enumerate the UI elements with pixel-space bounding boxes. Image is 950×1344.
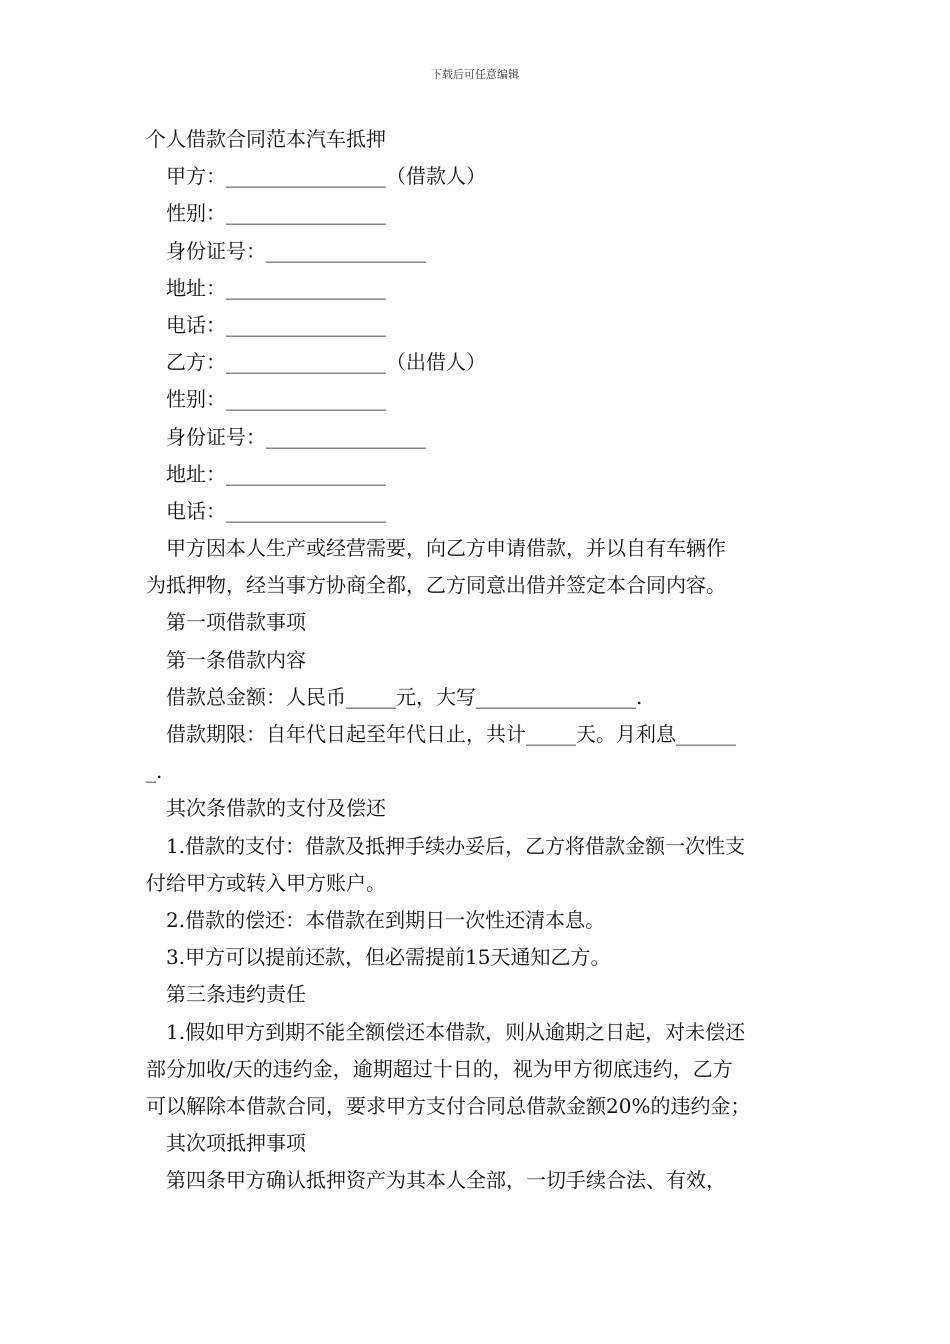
text-line: 第一条借款内容 [166,647,306,672]
document-title: 个人借款合同范本汽车抵押 [146,127,386,151]
text-line: 乙方：________________（出借人） [166,350,486,375]
text-line: 身份证号：________________ [166,424,426,449]
text-line: 付给甲方或转入甲方账户。 [146,870,386,895]
text-line: 借款总金额：人民币_____元，大写________________. [166,684,643,709]
text-line: _. [146,759,163,784]
text-line: 第四条甲方确认抵押资产为其本人全部，一切手续合法、有效， [166,1168,726,1193]
text-line: 性别：________________ [166,387,386,412]
document-body [146,121,810,1199]
text-line: 为抵押物，经当事方协商全都，乙方同意出借并签定本合同内容。 [146,573,726,598]
text-line: 电话：________________ [166,312,386,337]
text-line: 甲方：________________（借款人） [166,164,486,189]
text-line: 电话：________________ [166,498,386,523]
text-line: 地址：________________ [166,275,386,300]
text-line: 其次条借款的支付及偿还 [166,796,386,821]
text-line: 1.借款的支付：借款及抵押手续办妥后，乙方将借款金额一次性支 [166,833,746,858]
text-line: 3.甲方可以提前还款，但必需提前15天通知乙方。 [166,945,611,970]
text-line: 性别：________________ [166,201,386,226]
text-line: 其次项抵押事项 [166,1131,306,1156]
text-line: 可以解除本借款合同，要求甲方支付合同总借款金额20%的违约金； [146,1093,751,1118]
text-line: 借款期限：自年代日起至年代日止，共计_____天。月利息______ [166,722,736,746]
page-header: 下载后可任意编辑 [431,68,519,81]
text-line: 第三条违约责任 [166,982,306,1007]
text-line: 身份证号：________________ [166,238,426,263]
text-line: 甲方因本人生产或经营需要，向乙方申请借款，并以自有车辆作 [166,536,726,561]
text-line: 部分加收/天的违约金，逾期超过十日的，视为甲方彻底违约，乙方 [146,1056,733,1081]
text-line: 1.假如甲方到期不能全额偿还本借款，则从逾期之日起，对未偿还 [166,1019,746,1044]
text-line: 2.借款的偿还：本借款在到期日一次性还清本息。 [166,907,606,932]
text-line: 第一项借款事项 [166,610,306,635]
text-line: 地址：________________ [166,461,386,486]
